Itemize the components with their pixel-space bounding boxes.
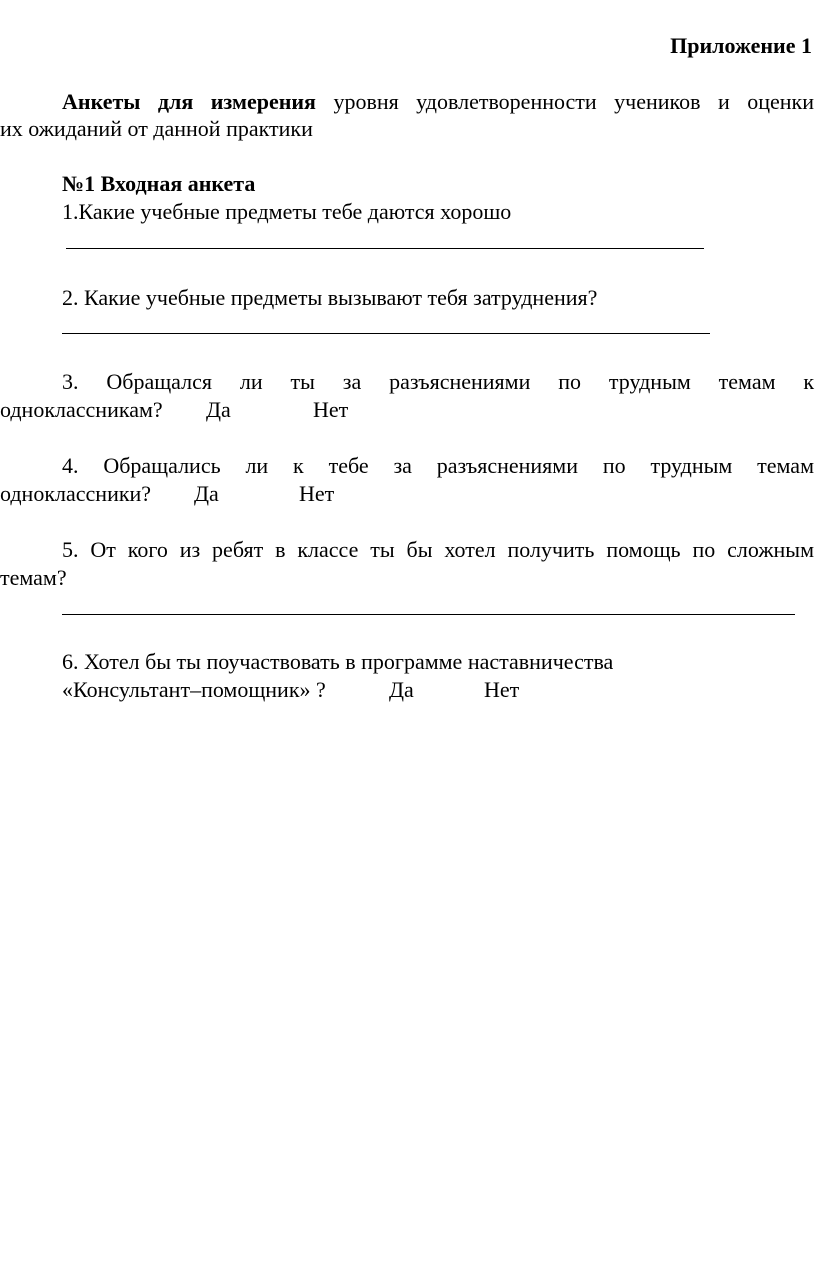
question-3-line-1: 3. Обращался ли ты за разъяснениями по трудным темам к [62,369,815,394]
question-4-line-1: 4. Обращались ли к тебе за разъяснениями по трудным темам [62,453,814,478]
question-4-line-2: одноклассники? [0,481,152,506]
appendix-label: Приложение 1 [670,33,812,58]
question-6-no[interactable]: Нет [484,677,520,702]
question-3-yes[interactable]: Да [206,397,231,422]
question-3-line-2: одноклассникам? [0,397,163,422]
intro-bold: Анкеты для измерения [62,89,316,114]
question-6-yes[interactable]: Да [389,677,414,702]
answer-line-5[interactable] [62,614,795,615]
intro-line-1 [62,89,814,115]
question-5-line-1: 5. От кого из ребят в классе ты бы хотел получить помощь по сложным [62,537,814,562]
question-4-yes[interactable]: Да [194,481,219,506]
question-6-line-2: «Консультант–помощник» ? [62,677,326,702]
answer-line-1[interactable] [66,248,704,249]
question-1: 1.Какие учебные предметы тебе даются хорошо [62,199,512,224]
question-2: 2. Какие учебные предметы вызывают тебя затруднения? [62,285,598,310]
question-4-no[interactable]: Нет [299,481,335,506]
section-title: №1 Входная анкета [62,171,256,196]
intro-line-2: их ожиданий от данной практики [0,116,313,141]
answer-line-2[interactable] [62,333,710,334]
question-3-no[interactable]: Нет [313,397,349,422]
intro-rest: уровня удовлетворенности учеников и оценки [315,89,814,114]
question-6-line-1: 6. Хотел бы ты поучаствовать в программе наставничества [62,649,614,674]
question-5-line-2: темам? [0,565,67,590]
